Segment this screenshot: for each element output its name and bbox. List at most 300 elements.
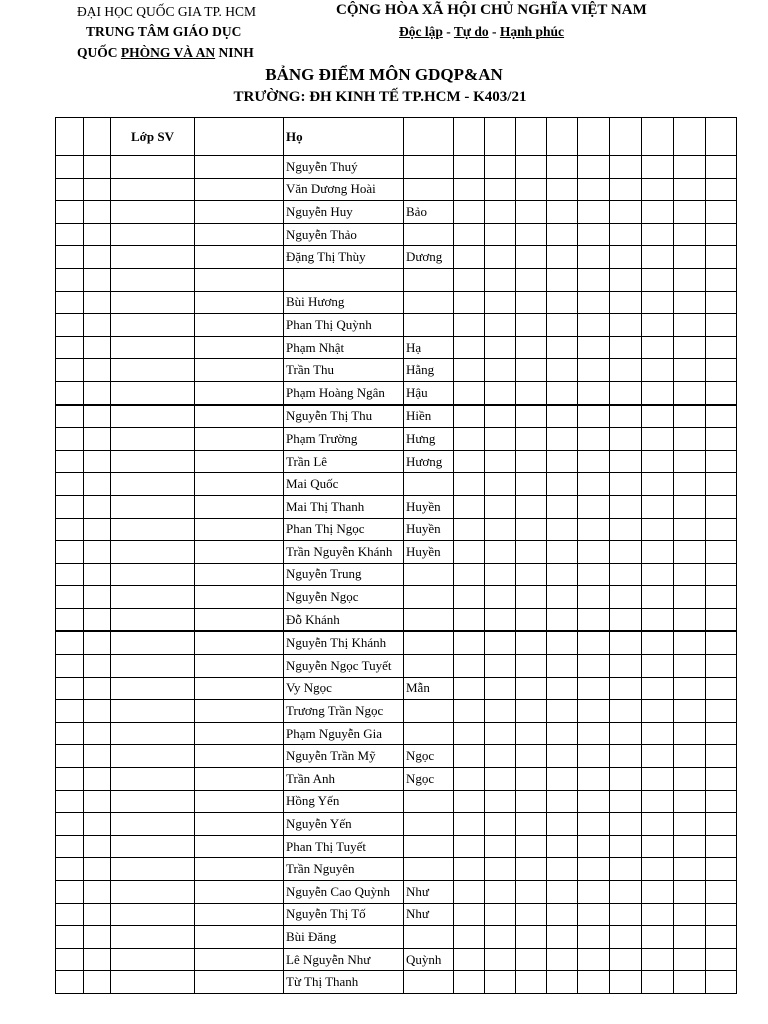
cell-empty: [706, 586, 737, 609]
cell-empty: [642, 926, 674, 949]
cell-empty: [454, 813, 485, 836]
issuer-line3-prefix: QUỐC: [77, 45, 121, 60]
cell-empty: [610, 314, 642, 337]
cell-empty: [195, 768, 284, 791]
cell-empty: [706, 926, 737, 949]
cell-empty: [454, 790, 485, 813]
cell-empty: [578, 178, 610, 201]
cell-empty: [578, 677, 610, 700]
cell-empty: [642, 428, 674, 451]
header-cell: [706, 118, 737, 156]
cell-surname: [284, 268, 404, 291]
cell-surname: Nguyễn Ngọc Tuyết: [284, 655, 404, 678]
cell-empty: [610, 835, 642, 858]
cell-empty: [674, 926, 706, 949]
cell-empty: [485, 813, 516, 836]
cell-empty: [454, 903, 485, 926]
cell-empty: [516, 971, 547, 994]
cell-empty: [578, 903, 610, 926]
cell-empty: [111, 858, 195, 881]
cell-empty: [84, 495, 111, 518]
cell-empty: [111, 677, 195, 700]
cell-empty: [674, 314, 706, 337]
cell-empty: [454, 473, 485, 496]
cell-given-name: [404, 813, 454, 836]
cell-empty: [111, 381, 195, 404]
cell-empty: [485, 586, 516, 609]
cell-empty: [642, 359, 674, 382]
table-row: [56, 722, 737, 745]
cell-empty: [56, 428, 84, 451]
cell-given-name: Ngọc: [404, 768, 454, 791]
cell-empty: [485, 677, 516, 700]
cell-empty: [516, 518, 547, 541]
document-title: BẢNG ĐIỂM MÔN GDQP&AN: [265, 65, 503, 84]
cell-empty: [674, 381, 706, 404]
cell-empty: [454, 948, 485, 971]
cell-empty: [547, 359, 578, 382]
cell-empty: [195, 608, 284, 631]
cell-empty: [547, 768, 578, 791]
cell-empty: [706, 948, 737, 971]
cell-empty: [56, 178, 84, 201]
cell-empty: [642, 631, 674, 654]
cell-empty: [485, 700, 516, 723]
cell-empty: [547, 291, 578, 314]
cell-empty: [84, 336, 111, 359]
cell-empty: [84, 223, 111, 246]
cell-empty: [56, 768, 84, 791]
cell-given-name: [404, 790, 454, 813]
cell-empty: [84, 813, 111, 836]
cell-empty: [547, 881, 578, 904]
cell-empty: [195, 813, 284, 836]
motto-part-a: Độc lập: [399, 24, 443, 39]
cell-empty: [454, 201, 485, 224]
cell-empty: [111, 948, 195, 971]
cell-empty: [642, 268, 674, 291]
cell-empty: [610, 745, 642, 768]
cell-empty: [578, 722, 610, 745]
cell-empty: [706, 722, 737, 745]
cell-empty: [610, 359, 642, 382]
cell-empty: [578, 541, 610, 564]
cell-given-name: [404, 178, 454, 201]
cell-empty: [578, 768, 610, 791]
cell-empty: [547, 156, 578, 179]
cell-empty: [706, 495, 737, 518]
cell-empty: [610, 450, 642, 473]
cell-empty: [578, 381, 610, 404]
cell-empty: [454, 563, 485, 586]
cell-empty: [195, 223, 284, 246]
cell-empty: [56, 790, 84, 813]
cell-empty: [485, 768, 516, 791]
cell-empty: [674, 608, 706, 631]
cell-empty: [485, 428, 516, 451]
cell-empty: [195, 790, 284, 813]
cell-empty: [195, 926, 284, 949]
cell-empty: [610, 631, 642, 654]
cell-empty: [578, 450, 610, 473]
cell-surname: Nguyễn Yến: [284, 813, 404, 836]
table-row: [56, 563, 737, 586]
cell-empty: [610, 608, 642, 631]
cell-empty: [485, 541, 516, 564]
cell-empty: [547, 178, 578, 201]
cell-empty: [642, 563, 674, 586]
cell-given-name: [404, 156, 454, 179]
cell-empty: [706, 768, 737, 791]
cell-empty: [111, 745, 195, 768]
cell-empty: [706, 858, 737, 881]
cell-given-name: Bảo: [404, 201, 454, 224]
cell-empty: [674, 563, 706, 586]
cell-empty: [642, 586, 674, 609]
cell-empty: [674, 473, 706, 496]
cell-empty: [195, 156, 284, 179]
cell-empty: [706, 381, 737, 404]
cell-empty: [111, 336, 195, 359]
cell-empty: [84, 768, 111, 791]
issuer-line3: [77, 45, 254, 61]
cell-empty: [454, 586, 485, 609]
header-surname: Họ: [284, 118, 404, 156]
cell-empty: [642, 405, 674, 428]
table-row: [56, 223, 737, 246]
cell-empty: [706, 246, 737, 269]
cell-empty: [516, 314, 547, 337]
cell-empty: [56, 495, 84, 518]
cell-empty: [195, 495, 284, 518]
cell-empty: [547, 745, 578, 768]
cell-empty: [547, 948, 578, 971]
cell-empty: [642, 518, 674, 541]
cell-empty: [642, 745, 674, 768]
cell-empty: [195, 450, 284, 473]
cell-empty: [454, 745, 485, 768]
cell-empty: [706, 655, 737, 678]
national-motto-subtitle: [399, 24, 564, 40]
cell-empty: [516, 655, 547, 678]
cell-empty: [578, 745, 610, 768]
cell-empty: [454, 336, 485, 359]
cell-empty: [578, 201, 610, 224]
cell-empty: [84, 405, 111, 428]
cell-given-name: Hạ: [404, 336, 454, 359]
table-row: [56, 359, 737, 382]
cell-empty: [56, 405, 84, 428]
cell-surname: Phạm Trường: [284, 428, 404, 451]
cell-empty: [195, 428, 284, 451]
cell-surname: Hồng Yến: [284, 790, 404, 813]
table-row: [56, 336, 737, 359]
cell-empty: [454, 541, 485, 564]
cell-empty: [195, 541, 284, 564]
cell-empty: [485, 291, 516, 314]
cell-empty: [84, 903, 111, 926]
cell-empty: [706, 745, 737, 768]
cell-empty: [56, 291, 84, 314]
cell-empty: [642, 768, 674, 791]
cell-given-name: Như: [404, 881, 454, 904]
cell-empty: [84, 677, 111, 700]
cell-empty: [642, 881, 674, 904]
cell-empty: [706, 314, 737, 337]
motto-sep-1: -: [442, 24, 454, 39]
cell-empty: [195, 473, 284, 496]
cell-empty: [578, 291, 610, 314]
cell-empty: [547, 336, 578, 359]
cell-empty: [706, 428, 737, 451]
cell-surname: Nguyễn Thị Tố: [284, 903, 404, 926]
table-row: [56, 291, 737, 314]
cell-empty: [547, 450, 578, 473]
cell-surname: Văn Dương Hoài: [284, 178, 404, 201]
cell-empty: [485, 722, 516, 745]
cell-given-name: [404, 586, 454, 609]
cell-empty: [706, 677, 737, 700]
table-row: [56, 156, 737, 179]
cell-empty: [642, 156, 674, 179]
cell-empty: [111, 835, 195, 858]
cell-empty: [706, 359, 737, 382]
cell-empty: [578, 655, 610, 678]
cell-empty: [84, 858, 111, 881]
cell-empty: [195, 903, 284, 926]
cell-empty: [454, 291, 485, 314]
cell-empty: [56, 948, 84, 971]
cell-empty: [516, 495, 547, 518]
table-row: [56, 881, 737, 904]
cell-empty: [56, 655, 84, 678]
cell-empty: [642, 790, 674, 813]
cell-surname: Trần Anh: [284, 768, 404, 791]
cell-empty: [111, 450, 195, 473]
cell-empty: [706, 541, 737, 564]
cell-empty: [111, 586, 195, 609]
cell-empty: [485, 948, 516, 971]
cell-empty: [547, 201, 578, 224]
cell-empty: [547, 790, 578, 813]
cell-empty: [610, 948, 642, 971]
cell-empty: [454, 450, 485, 473]
table-row: [56, 948, 737, 971]
cell-surname: Nguyễn Trung: [284, 563, 404, 586]
cell-empty: [84, 156, 111, 179]
cell-empty: [516, 381, 547, 404]
cell-given-name: [404, 291, 454, 314]
table-row: [56, 745, 737, 768]
cell-empty: [547, 428, 578, 451]
table-row: [56, 314, 737, 337]
cell-empty: [610, 428, 642, 451]
cell-empty: [610, 563, 642, 586]
cell-given-name: Hưng: [404, 428, 454, 451]
header-cell: [610, 118, 642, 156]
cell-empty: [56, 835, 84, 858]
cell-empty: [56, 381, 84, 404]
cell-surname: Nguyễn Thị Khánh: [284, 631, 404, 654]
cell-empty: [195, 881, 284, 904]
cell-empty: [578, 405, 610, 428]
table-row: [56, 268, 737, 291]
cell-empty: [111, 223, 195, 246]
header-cell: [578, 118, 610, 156]
cell-empty: [516, 745, 547, 768]
cell-empty: [674, 722, 706, 745]
cell-empty: [485, 405, 516, 428]
header-cell: [674, 118, 706, 156]
cell-given-name: Hiền: [404, 405, 454, 428]
table-row: [56, 405, 737, 428]
cell-surname: Vy Ngọc: [284, 677, 404, 700]
cell-surname: Phạm Nguyễn Gia: [284, 722, 404, 745]
cell-empty: [454, 971, 485, 994]
table-row: [56, 473, 737, 496]
cell-empty: [642, 813, 674, 836]
cell-empty: [195, 655, 284, 678]
cell-empty: [454, 881, 485, 904]
cell-surname: Bùi Hương: [284, 291, 404, 314]
table-row: [56, 541, 737, 564]
cell-surname: Trương Trần Ngọc: [284, 700, 404, 723]
cell-empty: [516, 563, 547, 586]
cell-empty: [674, 178, 706, 201]
cell-empty: [706, 450, 737, 473]
cell-empty: [111, 541, 195, 564]
cell-empty: [706, 156, 737, 179]
issuer-line3-underlined: PHÒNG VÀ AN: [120, 45, 216, 60]
cell-empty: [516, 835, 547, 858]
cell-empty: [674, 156, 706, 179]
cell-empty: [516, 790, 547, 813]
cell-empty: [454, 631, 485, 654]
cell-empty: [454, 246, 485, 269]
cell-empty: [547, 722, 578, 745]
cell-empty: [706, 473, 737, 496]
cell-empty: [84, 314, 111, 337]
cell-empty: [610, 813, 642, 836]
cell-empty: [485, 745, 516, 768]
cell-empty: [485, 223, 516, 246]
cell-empty: [578, 336, 610, 359]
cell-empty: [111, 631, 195, 654]
cell-empty: [610, 201, 642, 224]
cell-empty: [610, 858, 642, 881]
header-cell: [547, 118, 578, 156]
cell-empty: [84, 201, 111, 224]
cell-empty: [485, 971, 516, 994]
cell-empty: [547, 655, 578, 678]
cell-empty: [610, 926, 642, 949]
cell-empty: [84, 948, 111, 971]
cell-empty: [516, 926, 547, 949]
cell-empty: [454, 768, 485, 791]
cell-empty: [485, 563, 516, 586]
cell-empty: [485, 903, 516, 926]
cell-empty: [516, 201, 547, 224]
cell-empty: [84, 518, 111, 541]
cell-empty: [111, 314, 195, 337]
cell-empty: [84, 790, 111, 813]
cell-empty: [674, 586, 706, 609]
cell-empty: [610, 586, 642, 609]
cell-empty: [706, 813, 737, 836]
cell-empty: [84, 881, 111, 904]
cell-given-name: Hằng: [404, 359, 454, 382]
cell-given-name: Dương: [404, 246, 454, 269]
cell-empty: [547, 473, 578, 496]
cell-empty: [610, 903, 642, 926]
cell-empty: [516, 541, 547, 564]
cell-surname: Nguyễn Thảo: [284, 223, 404, 246]
cell-empty: [706, 700, 737, 723]
cell-empty: [195, 359, 284, 382]
cell-empty: [195, 201, 284, 224]
cell-empty: [56, 223, 84, 246]
cell-empty: [56, 359, 84, 382]
cell-empty: [578, 495, 610, 518]
cell-empty: [578, 835, 610, 858]
cell-empty: [578, 881, 610, 904]
cell-empty: [485, 495, 516, 518]
cell-surname: Nguyễn Cao Quỳnh: [284, 881, 404, 904]
cell-given-name: Như: [404, 903, 454, 926]
cell-empty: [578, 314, 610, 337]
cell-empty: [547, 495, 578, 518]
cell-empty: [578, 700, 610, 723]
cell-empty: [516, 586, 547, 609]
table-row: [56, 700, 737, 723]
cell-empty: [195, 677, 284, 700]
cell-empty: [454, 835, 485, 858]
cell-empty: [516, 178, 547, 201]
cell-empty: [706, 223, 737, 246]
cell-empty: [516, 336, 547, 359]
cell-empty: [195, 858, 284, 881]
cell-empty: [642, 314, 674, 337]
cell-empty: [642, 201, 674, 224]
cell-empty: [485, 631, 516, 654]
cell-empty: [454, 722, 485, 745]
cell-empty: [706, 835, 737, 858]
cell-given-name: [404, 971, 454, 994]
cell-surname: Đặng Thị Thùy: [284, 246, 404, 269]
cell-empty: [56, 268, 84, 291]
cell-empty: [516, 428, 547, 451]
cell-empty: [674, 246, 706, 269]
cell-empty: [454, 428, 485, 451]
cell-empty: [454, 359, 485, 382]
cell-empty: [454, 314, 485, 337]
cell-empty: [516, 881, 547, 904]
table-row: [56, 450, 737, 473]
cell-empty: [516, 677, 547, 700]
cell-empty: [642, 655, 674, 678]
cell-given-name: [404, 608, 454, 631]
table-row: [56, 835, 737, 858]
cell-empty: [485, 450, 516, 473]
cell-empty: [111, 608, 195, 631]
cell-surname: Phan Thị Ngọc: [284, 518, 404, 541]
cell-surname: Nguyễn Thuý: [284, 156, 404, 179]
cell-empty: [610, 700, 642, 723]
cell-empty: [111, 428, 195, 451]
cell-empty: [674, 518, 706, 541]
cell-empty: [84, 700, 111, 723]
table-row: [56, 178, 737, 201]
